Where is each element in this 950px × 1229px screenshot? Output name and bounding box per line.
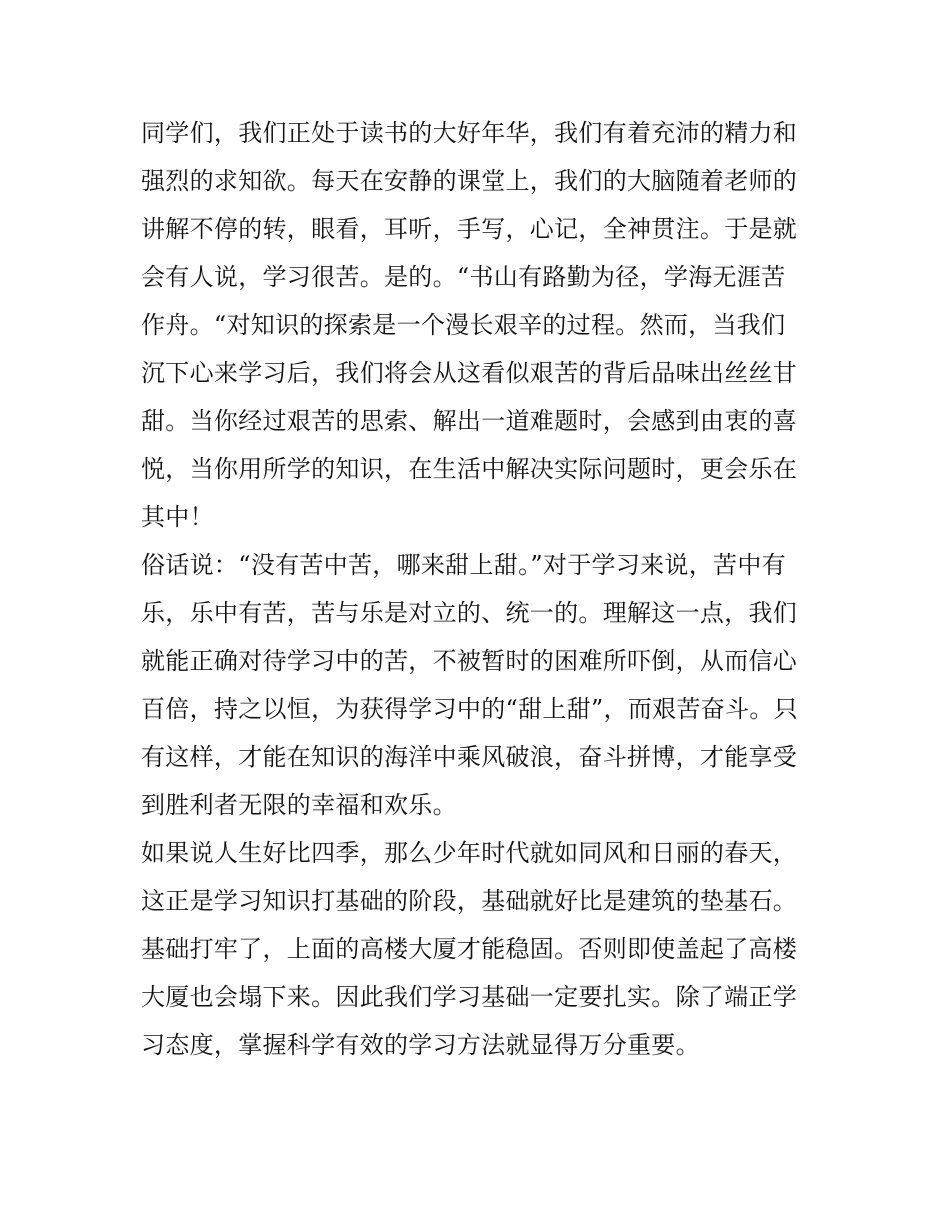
text-line: 会有人说，学习很苦。是的。“书山有路勤为径，学海无涯苦 xyxy=(141,263,786,291)
text-line: 强烈的求知欲。每天在安静的课堂上，我们的大脑随着老师的 xyxy=(141,167,798,195)
text-line: 百倍，持之以恒，为获得学习中的“甜上甜”，而艰苦奋斗。只 xyxy=(141,695,798,723)
text-line: 乐，乐中有苦，苦与乐是对立的、统一的。理解这一点，我们 xyxy=(141,599,798,627)
text-line: 甜。当你经过艰苦的思索、解出一道难题时，会感到由衷的喜 xyxy=(141,407,798,435)
paragraph-3 xyxy=(141,829,811,1069)
text-line: 讲解不停的转，眼看，耳听，手写，心记，全神贯注。于是就 xyxy=(141,215,798,243)
text-line: 如果说人生好比四季，那么少年时代就如同风和日丽的春天， xyxy=(141,839,798,867)
text-line: 大厦也会塌下来。因此我们学习基础一定要扎实。除了端正学 xyxy=(141,983,798,1011)
paragraph-2 xyxy=(141,541,811,829)
text-line: 基础打牢了，上面的高楼大厦才能稳固。否则即使盖起了高楼 xyxy=(141,935,798,963)
text-line: 同学们，我们正处于读书的大好年华，我们有着充沛的精力和 xyxy=(141,119,798,147)
text-line: 沉下心来学习后，我们将会从这看似艰苦的背后品味出丝丝甘 xyxy=(141,359,798,387)
text-line: 有这样，才能在知识的海洋中乘风破浪，奋斗拼博，才能享受 xyxy=(141,743,798,771)
text-line: 就能正确对待学习中的苦，不被暂时的困难所吓倒，从而信心 xyxy=(141,647,798,675)
text-line: 这正是学习知识打基础的阶段，基础就好比是建筑的垫基石。 xyxy=(141,887,798,915)
text-line: 俗话说：“没有苦中苦，哪来甜上甜。”对于学习来说，苦中有 xyxy=(141,551,786,579)
paragraph-1 xyxy=(141,109,811,541)
text-line: 到胜利者无限的幸福和欢乐。 xyxy=(141,791,457,819)
text-line: 习态度，掌握科学有效的学习方法就显得万分重要。 xyxy=(141,1031,700,1059)
document-body xyxy=(141,109,811,1069)
text-line: 其中！ xyxy=(141,503,214,531)
text-line: 悦，当你用所学的知识，在生活中解决实际问题时，更会乐在 xyxy=(141,455,798,483)
text-line: 作舟。“对知识的探索是一个漫长艰辛的过程。然而，当我们 xyxy=(141,311,786,339)
